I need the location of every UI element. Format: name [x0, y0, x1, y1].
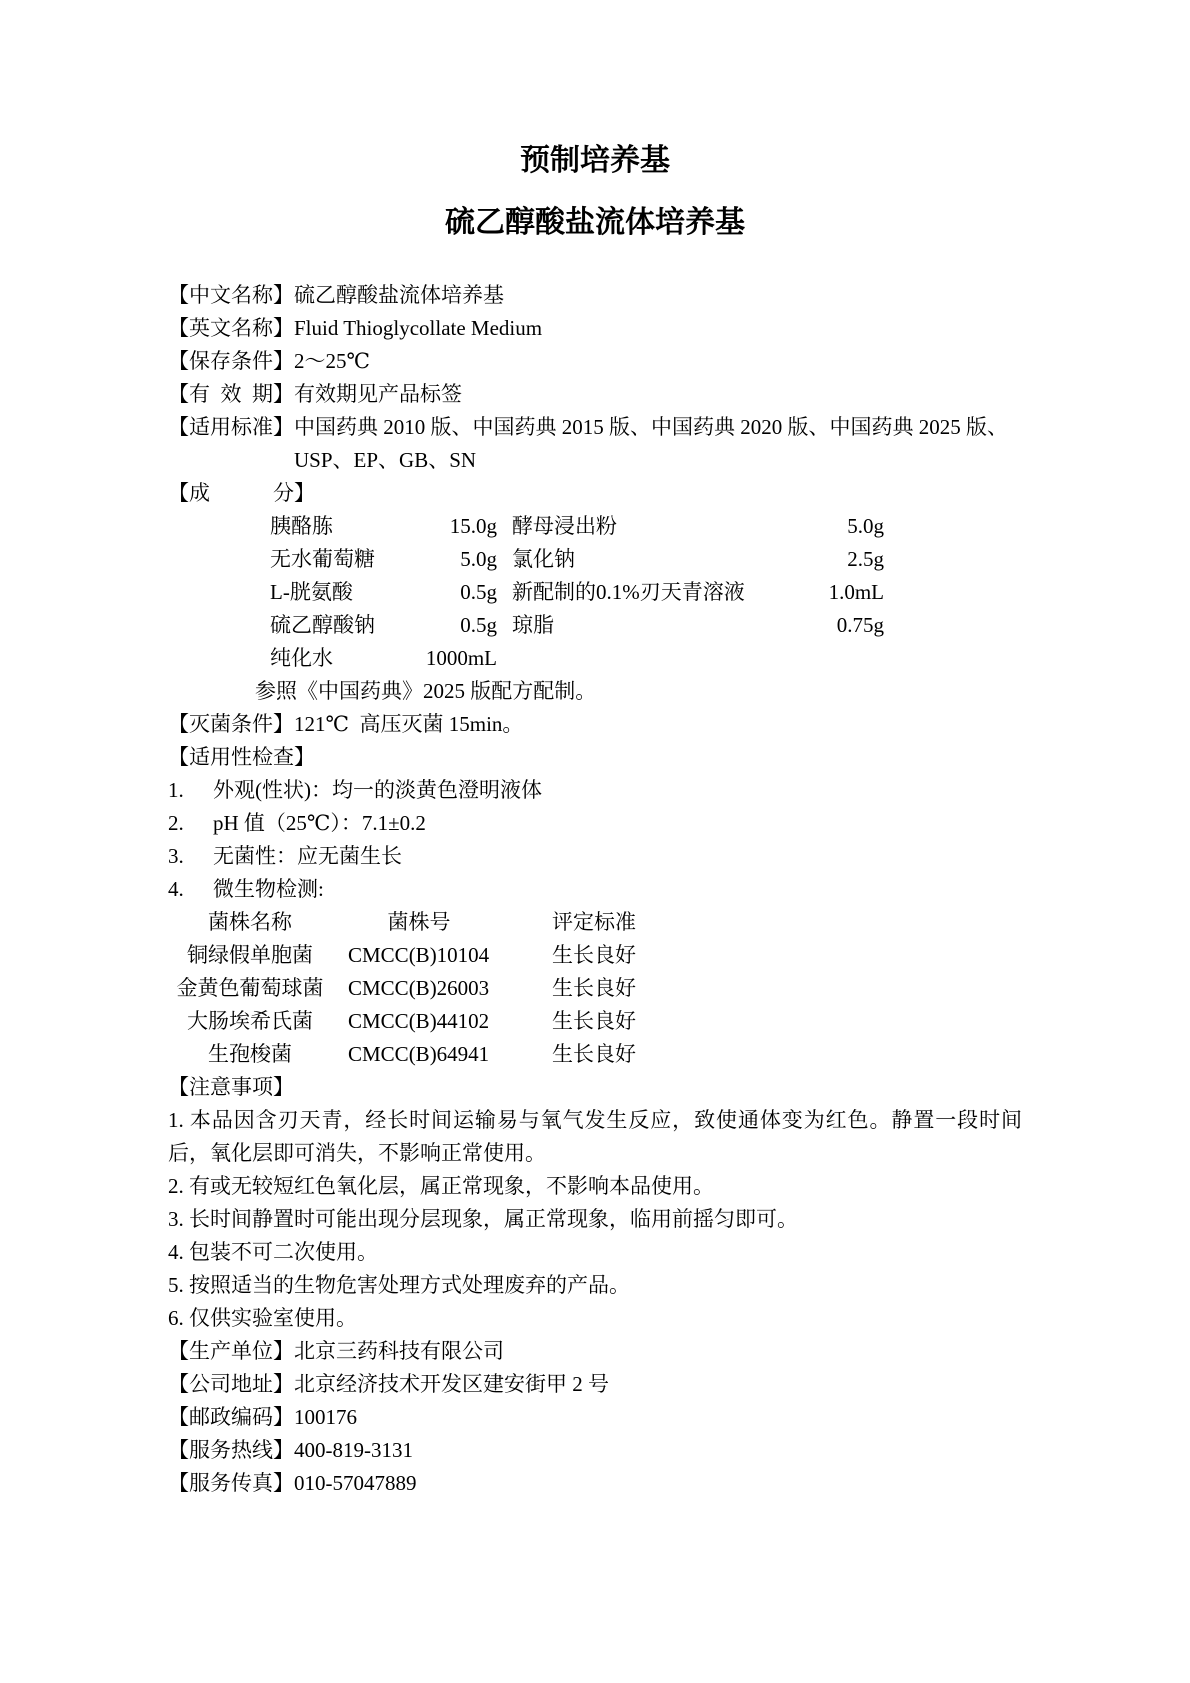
strain-name: 大肠埃希氏菌 — [187, 1009, 313, 1033]
composition-row — [168, 543, 1022, 576]
composition-cell — [512, 510, 884, 543]
field-value: Fluid Thioglycollate Medium — [294, 316, 543, 340]
field-cn-name — [168, 279, 1022, 312]
composition-row — [168, 642, 1022, 675]
standards-line-2: USP、EP、GB、SN — [294, 448, 477, 472]
ingredient-name: 新配制的0.1%刃天青溶液 — [512, 580, 745, 604]
field-value: 硫乙醇酸盐流体培养基 — [294, 283, 504, 307]
strain-number: CMCC(B)26003 — [348, 976, 490, 1000]
field-label: 【保存条件】 — [168, 349, 294, 373]
composition-cell — [270, 510, 497, 543]
field-label: 【灭菌条件】 — [168, 712, 294, 736]
composition-cell — [270, 543, 497, 576]
ingredient-name: 酵母浸出粉 — [512, 514, 617, 538]
ingredient-amount: 15.0g — [449, 514, 497, 538]
strain-number: CMCC(B)64941 — [348, 1042, 490, 1066]
strain-result: 生长良好 — [552, 1042, 636, 1066]
composition-cell — [512, 543, 884, 576]
field-label: 【生产单位】 — [168, 1339, 294, 1363]
strain-result: 生长良好 — [552, 943, 636, 967]
page-subtitle: 硫乙醇酸盐流体培养基 — [445, 206, 745, 239]
ingredient-name: 琼脂 — [512, 613, 554, 637]
field-value: 有效期见产品标签 — [294, 382, 462, 406]
field-storage — [168, 345, 1022, 378]
precaution-item: 5. 按照适当的生物危害处理方式处理废弃的产品。 — [168, 1273, 630, 1297]
microbe-table-row — [168, 1038, 1022, 1071]
field-value: 121℃ 高压灭菌 15min。 — [294, 712, 524, 736]
field-value: 北京三药科技有限公司 — [294, 1339, 504, 1363]
field-shelf-life — [168, 378, 1022, 411]
ingredient-name: L-胱氨酸 — [270, 580, 353, 604]
composition-note: 参照《中国药典》2025 版配方配制。 — [255, 679, 597, 703]
field-standards — [168, 411, 1022, 477]
field-label: 【服务传真】 — [168, 1471, 294, 1495]
strain-number: CMCC(B)10104 — [348, 943, 490, 967]
field-value — [294, 411, 1022, 477]
microbe-table-header — [168, 906, 1022, 939]
ingredient-amount: 0.75g — [836, 613, 884, 637]
strain-name: 铜绿假单胞菌 — [187, 943, 313, 967]
microbe-table-row — [168, 972, 1022, 1005]
field-service-hotline — [168, 1434, 1022, 1467]
precaution-item: 1. 本品因含刃天青，经长时间运输易与氧气发生反应，致使通体变为红色。静置一段时间后，氧化层即可消失，不影响正常使用。 — [168, 1108, 1022, 1165]
field-value: 2～25℃ — [294, 349, 370, 373]
strain-result: 生长良好 — [552, 1009, 636, 1033]
composition-cell — [512, 609, 884, 642]
composition-row — [168, 576, 1022, 609]
ingredient-amount: 0.5g — [460, 613, 497, 637]
precaution-item: 3. 长时间静置时可能出现分层现象，属正常现象，临用前摇匀即可。 — [168, 1207, 798, 1231]
field-label: 【服务热线】 — [168, 1438, 294, 1462]
column-header: 菌株号 — [387, 910, 451, 934]
document-body — [168, 279, 1022, 1500]
field-label: 【适用标准】 — [168, 415, 294, 439]
composition-cell — [512, 576, 884, 609]
item-number: 3. — [168, 844, 184, 868]
ingredient-amount: 5.0g — [847, 514, 884, 538]
column-header: 菌株名称 — [208, 910, 292, 934]
field-value: 北京经济技术开发区建安街甲 2 号 — [294, 1372, 609, 1396]
field-sterilization — [168, 708, 1022, 741]
strain-name: 金黄色葡萄球菌 — [176, 976, 324, 1000]
composition-row — [168, 510, 1022, 543]
suitability-section-label: 【适用性检查】 — [168, 745, 315, 769]
suitability-item — [168, 774, 1022, 807]
composition-cell — [270, 642, 497, 675]
field-manufacturer — [168, 1335, 1022, 1368]
item-number: 2. — [168, 811, 184, 835]
ingredient-amount: 5.0g — [460, 547, 497, 571]
ingredient-amount: 1.0mL — [828, 580, 884, 604]
standards-line-1: 中国药典 2010 版、中国药典 2015 版、中国药典 2020 版、中国药典 2025 版、 — [294, 415, 1008, 439]
composition-cell — [270, 576, 497, 609]
item-number: 1. — [168, 778, 184, 802]
ingredient-amount: 0.5g — [460, 580, 497, 604]
item-text: 外观(性状)：均一的淡黄色澄明液体 — [213, 778, 542, 802]
ingredient-name: 氯化钠 — [512, 547, 575, 571]
field-label: 【英文名称】 — [168, 316, 294, 340]
composition-cell — [512, 642, 884, 675]
ingredient-name: 胰酪胨 — [270, 514, 333, 538]
field-label: 【中文名称】 — [168, 283, 294, 307]
suitability-item — [168, 840, 1022, 873]
suitability-item — [168, 807, 1022, 840]
ingredient-name: 无水葡萄糖 — [270, 547, 375, 571]
ingredient-name: 纯化水 — [270, 646, 333, 670]
field-label: 【有 效 期】 — [168, 382, 294, 406]
precaution-item: 2. 有或无较短红色氧化层，属正常现象，不影响本品使用。 — [168, 1174, 714, 1198]
field-value: 100176 — [294, 1405, 357, 1429]
strain-name: 生孢梭菌 — [208, 1042, 292, 1066]
field-value: 400-819-3131 — [294, 1438, 413, 1462]
field-company-address — [168, 1368, 1022, 1401]
column-header: 评定标准 — [552, 910, 636, 934]
strain-number: CMCC(B)44102 — [348, 1009, 490, 1033]
field-service-fax — [168, 1467, 1022, 1500]
composition-section-label: 【成 分】 — [168, 481, 315, 505]
precaution-item: 6. 仅供实验室使用。 — [168, 1306, 357, 1330]
composition-row — [168, 609, 1022, 642]
strain-result: 生长良好 — [552, 976, 636, 1000]
precautions-section-label: 【注意事项】 — [168, 1075, 294, 1099]
page-title: 预制培养基 — [520, 144, 670, 177]
item-number: 4. — [168, 877, 184, 901]
field-label: 【公司地址】 — [168, 1372, 294, 1396]
ingredient-amount: 1000mL — [425, 646, 497, 670]
item-text: pH 值（25℃）：7.1±0.2 — [213, 811, 426, 835]
field-label: 【邮政编码】 — [168, 1405, 294, 1429]
item-text: 无菌性：应无菌生长 — [213, 844, 402, 868]
precaution-item: 4. 包装不可二次使用。 — [168, 1240, 378, 1264]
field-en-name — [168, 312, 1022, 345]
microbe-table-row — [168, 1005, 1022, 1038]
field-value: 010-57047889 — [294, 1471, 417, 1495]
ingredient-amount: 2.5g — [847, 547, 884, 571]
item-text: 微生物检测: — [213, 877, 324, 901]
ingredient-name: 硫乙醇酸钠 — [270, 613, 375, 637]
composition-cell — [270, 609, 497, 642]
suitability-item — [168, 873, 1022, 906]
field-postal-code — [168, 1401, 1022, 1434]
microbe-table-row — [168, 939, 1022, 972]
